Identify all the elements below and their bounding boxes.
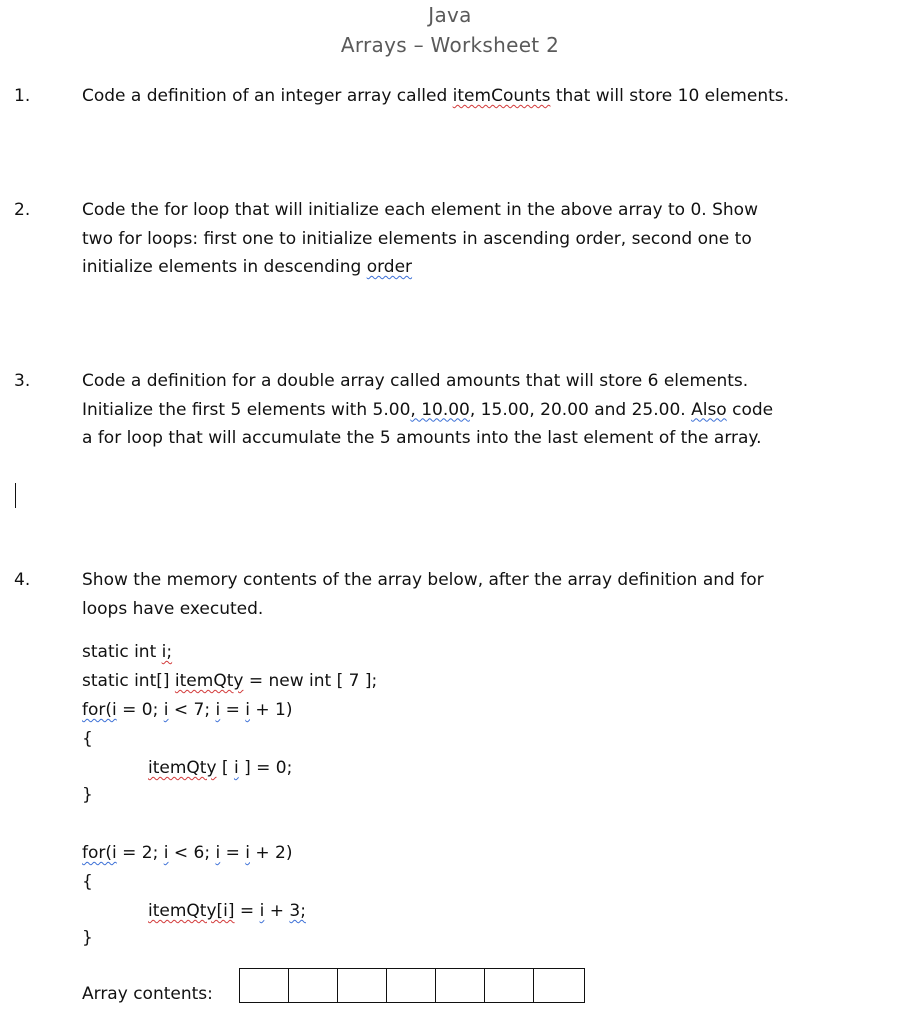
array-contents-table [239,968,585,1003]
code-line-assign-zero: itemQty [ i ] = 0; [148,758,293,778]
array-cell[interactable] [240,969,289,1002]
question-4-text: Show the memory contents of the array below, after the array definition and for loops have executed. [82,570,764,619]
code-line-static-int: static int i; [82,642,173,662]
question-2-text: Code the for loop that will initialize each element in the above array to 0. Show two for loops: first one to initialize elements in ascending order, second one to initialize elements in descending order [82,200,758,277]
question-3-text: Code a definition for a double array called amounts that will store 6 elements. Initialize the first 5 elements with 5.00, 10.00, 15.00, 20.00 and 25.00. Also code a for loop that will accumulate the 5 amounts into the last element of the array. [82,371,774,448]
code-open-brace-2: { [82,872,93,892]
code-line-assign-i-plus-3: itemQty[i] = i + 3; [148,901,306,921]
array-cell[interactable] [436,969,485,1002]
question-3-number: 3. [14,371,31,391]
code-open-brace-1: { [82,729,93,749]
text-cursor [15,483,16,508]
array-cell[interactable] [485,969,534,1002]
worksheet-title: Arrays – Worksheet 2 [340,33,560,57]
worksheet-subject: Java [428,3,472,27]
question-1-text: Code a definition of an integer array called itemCounts that will store 10 elements. [82,86,790,106]
code-close-brace-2: } [82,928,93,948]
code-close-brace-1: } [82,785,93,805]
question-2-number: 2. [14,200,31,220]
question-1-number: 1. [14,86,31,106]
code-line-for-loop-2: for(i = 2; i < 6; i = i + 2) [82,843,293,863]
array-cell[interactable] [387,969,436,1002]
question-4-number: 4. [14,570,31,590]
code-line-for-loop-1: for(i = 0; i < 7; i = i + 1) [82,700,293,720]
array-contents-label: Array contents: [82,984,213,1004]
array-cell[interactable] [338,969,387,1002]
code-line-array-definition: static int[] itemQty = new int [ 7 ]; [82,671,378,691]
array-cell[interactable] [534,969,584,1002]
array-cell[interactable] [289,969,338,1002]
